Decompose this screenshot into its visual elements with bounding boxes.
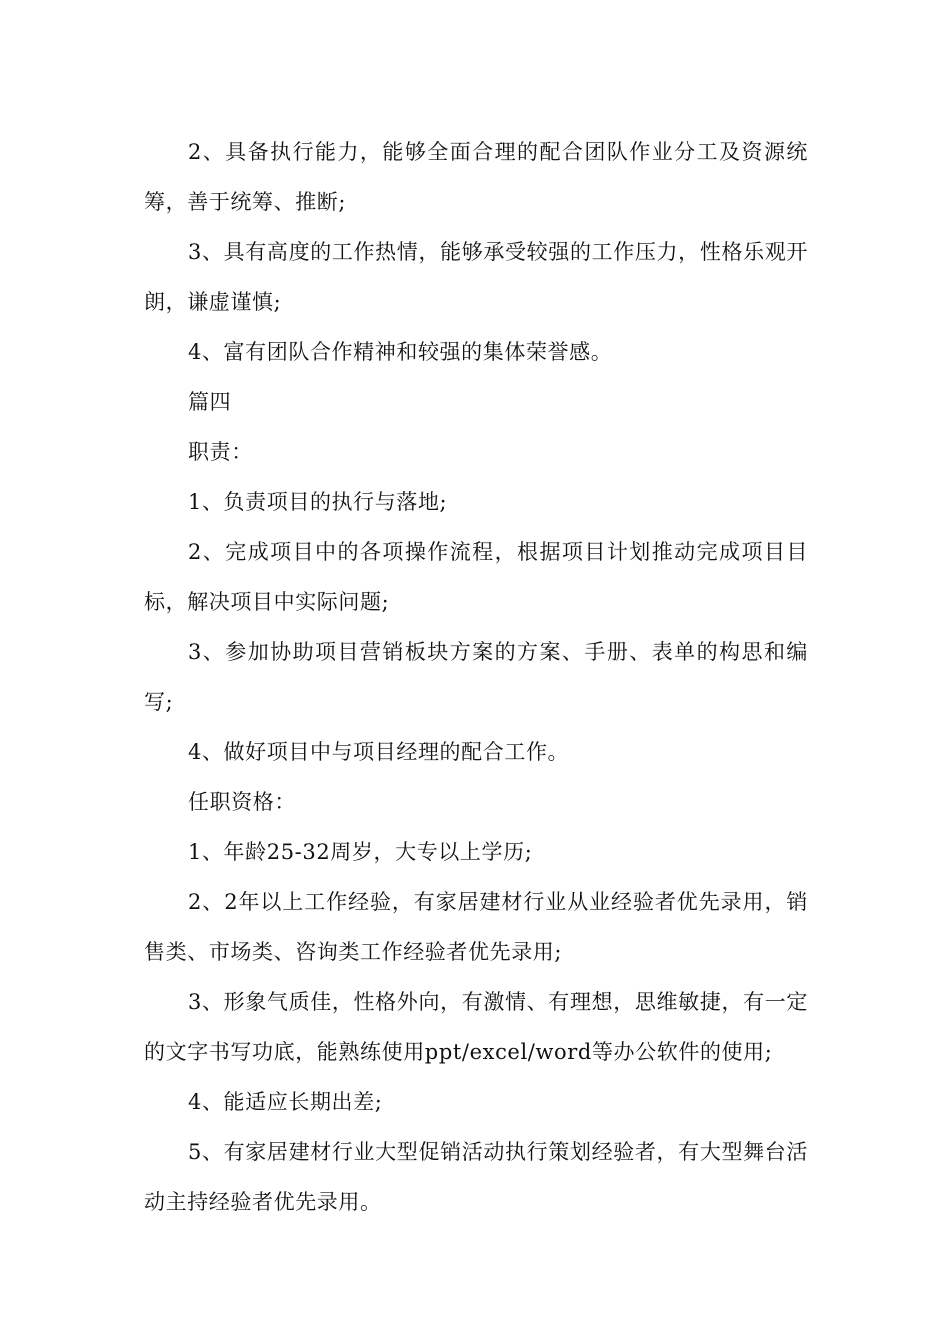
- paragraph-req-4: 4、富有团队合作精神和较强的集体荣誉感。: [188, 340, 613, 364]
- duty-item-2: 2、完成项目中的各项操作流程，根据项目计划推动完成项目目标，解决项目中实际问题;: [144, 540, 808, 614]
- duty-item-1: 1、负责项目的执行与落地;: [188, 490, 448, 514]
- qualification-item-2: 2、2年以上工作经验，有家居建材行业从业经验者优先录用，销售类、市场类、咨询类工作经验者优先录用;: [144, 890, 808, 964]
- duty-item-3: 3、参加协助项目营销板块方案的方案、手册、表单的构思和编写;: [144, 640, 808, 714]
- duty-item-4: 4、做好项目中与项目经理的配合工作。: [188, 740, 570, 764]
- duties-heading: 职责：: [188, 440, 253, 464]
- paragraph-req-3: 3、具有高度的工作热情，能够承受较强的工作压力，性格乐观开朗，谦虚谨慎;: [144, 240, 808, 314]
- qualification-item-5: 5、有家居建材行业大型促销活动执行策划经验者，有大型舞台活动主持经验者优先录用。: [144, 1140, 808, 1214]
- paragraph-req-2: 2、具备执行能力，能够全面合理的配合团队作业分工及资源统筹，善于统筹、推断;: [144, 140, 808, 214]
- qualification-item-3: 3、形象气质佳，性格外向，有激情、有理想，思维敏捷，有一定的文字书写功底，能熟练使用ppt/excel/word等办公软件的使用;: [144, 990, 808, 1064]
- section-heading: 篇四: [188, 390, 232, 414]
- document-body: [144, 127, 808, 1227]
- qualification-item-1: 1、年龄25-32周岁，大专以上学历;: [188, 840, 533, 864]
- qualifications-heading: 任职资格：: [188, 790, 296, 814]
- qualification-item-4: 4、能适应长期出差;: [188, 1090, 383, 1114]
